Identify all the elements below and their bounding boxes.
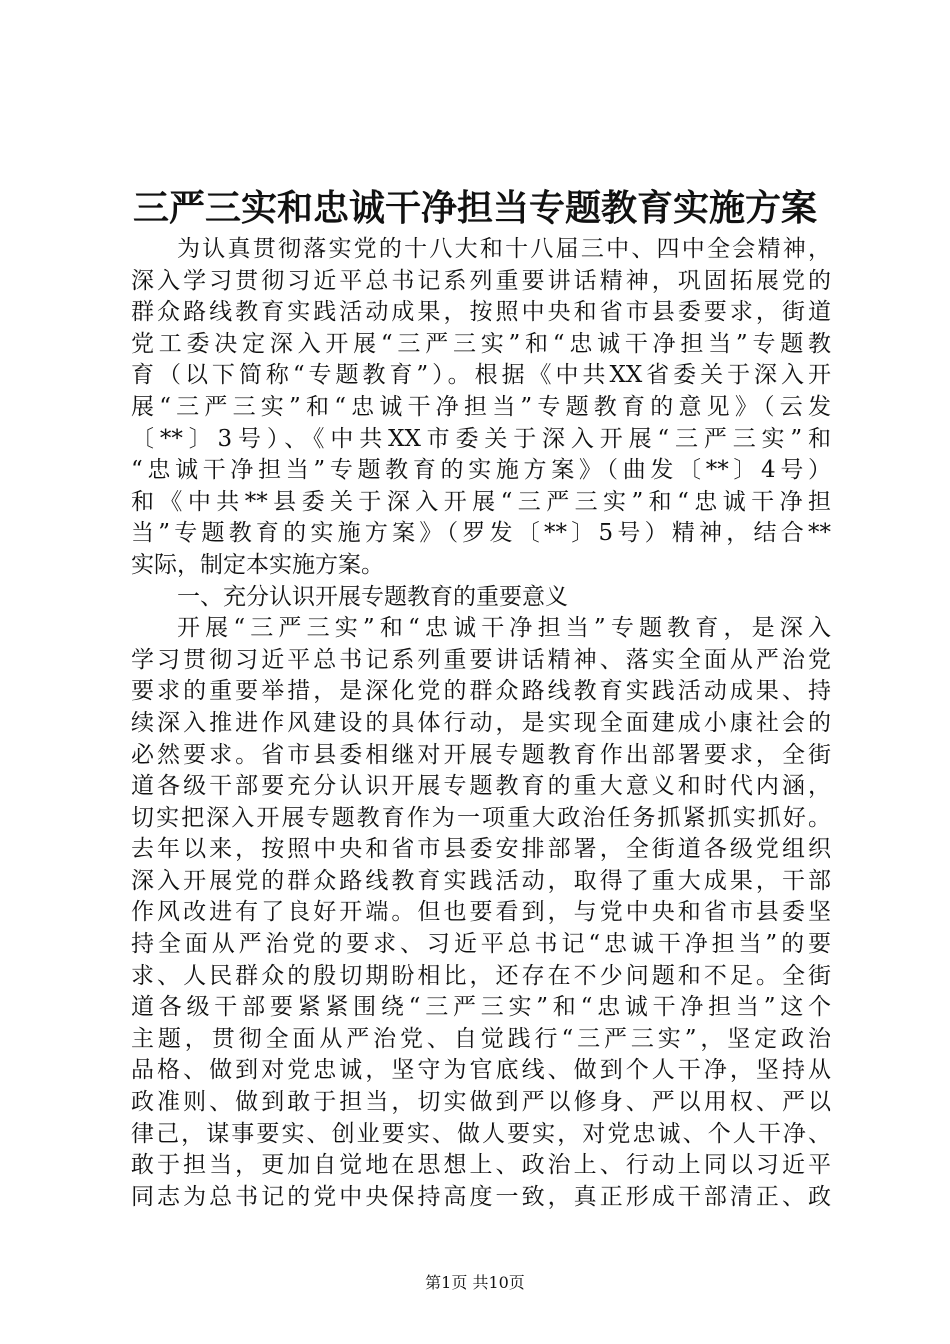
- paragraph-line: 深入开展党的群众路线教育实践活动，取得了重大成果，干部: [131, 867, 831, 894]
- paragraph-line: 道各级干部要紧紧围绕“三严三实”和“忠诚干净担当”这个: [131, 994, 831, 1021]
- paragraph-line: 和《中共**县委关于深入开展“三严三实”和“忠诚干净担: [131, 488, 831, 515]
- paragraph-line: 同志为总书记的党中央保持高度一致，真正形成干部清正、政: [131, 1183, 831, 1210]
- document-title: 三严三实和忠诚干净担当专题教育实施方案: [132, 187, 817, 229]
- paragraph-line: 去年以来，按照中央和省市县委安排部署，全街道各级党组织: [131, 836, 831, 863]
- paragraph-line: 育（以下简称“专题教育”）。根据《中共XX省委关于深入开: [131, 362, 831, 389]
- paragraph-line: 要求的重要举措，是深化党的群众路线教育实践活动成果、持: [131, 678, 831, 705]
- paragraph-line: 主题，贯彻全面从严治党、自觉践行“三严三实”，坚定政治: [131, 1025, 831, 1052]
- section-heading: 一、充分认识开展专题教育的重要意义: [177, 583, 568, 610]
- paragraph-line: 切实把深入开展专题教育作为一项重大政治任务抓紧抓实抓好。: [131, 804, 831, 831]
- paragraph-line: 学习贯彻习近平总书记系列重要讲话精神、落实全面从严治党: [131, 646, 831, 673]
- paragraph-line: 作风改进有了良好开端。但也要看到，与党中央和省市县委坚: [131, 899, 831, 926]
- paragraph-line: 深入学习贯彻习近平总书记系列重要讲话精神，巩固拓展党的: [131, 267, 831, 294]
- paragraph-line: 品格、做到对党忠诚，坚守为官底线、做到个人干净，坚持从: [131, 1057, 831, 1084]
- paragraph-line: 党工委决定深入开展“三严三实”和“忠诚干净担当”专题教: [131, 330, 831, 357]
- document-body: [131, 234, 831, 1213]
- paragraph-line: 求、人民群众的殷切期盼相比，还存在不少问题和不足。全街: [131, 962, 831, 989]
- paragraph-line: 政准则、做到敢于担当，切实做到严以修身、严以用权、严以: [131, 1089, 831, 1116]
- paragraph-line: 为认真贯彻落实党的十八大和十八届三中、四中全会精神，: [177, 236, 831, 262]
- paragraph-line: 续深入推进作风建设的具体行动，是实现全面建成小康社会的: [131, 709, 831, 736]
- paragraph-line: 道各级干部要充分认识开展专题教育的重大意义和时代内涵，: [131, 773, 831, 800]
- paragraph-line: 展“三严三实”和“忠诚干净担当”专题教育的意见》（云发: [131, 393, 831, 420]
- paragraph-line: 持全面从严治党的要求、习近平总书记“忠诚干净担当”的要: [131, 931, 831, 958]
- paragraph-line: 当”专题教育的实施方案》（罗发〔**〕5号）精神，结合**: [131, 520, 831, 547]
- paragraph-line: 实际，制定本实施方案。: [131, 551, 384, 578]
- paragraph-line: 律己，谋事要实、创业要实、做人要实，对党忠诚、个人干净、: [131, 1120, 831, 1147]
- page-footer: 第1页 共10页: [425, 1273, 525, 1292]
- paragraph-line: 必然要求。省市县委相继对开展专题教育作出部署要求，全街: [131, 741, 831, 768]
- paragraph-line: “忠诚干净担当”专题教育的实施方案》（曲发〔**〕4号）: [131, 457, 831, 484]
- paragraph-line: 群众路线教育实践活动成果，按照中央和省市县委要求，街道: [131, 299, 831, 326]
- paragraph-line: 开展“三严三实”和“忠诚干净担当”专题教育，是深入: [177, 615, 831, 642]
- paragraph-line: 敢于担当，更加自觉地在思想上、政治上、行动上同以习近平: [131, 1152, 831, 1179]
- paragraph-line: 〔**〕3号）、《中共XX市委关于深入开展“三严三实”和: [131, 425, 831, 452]
